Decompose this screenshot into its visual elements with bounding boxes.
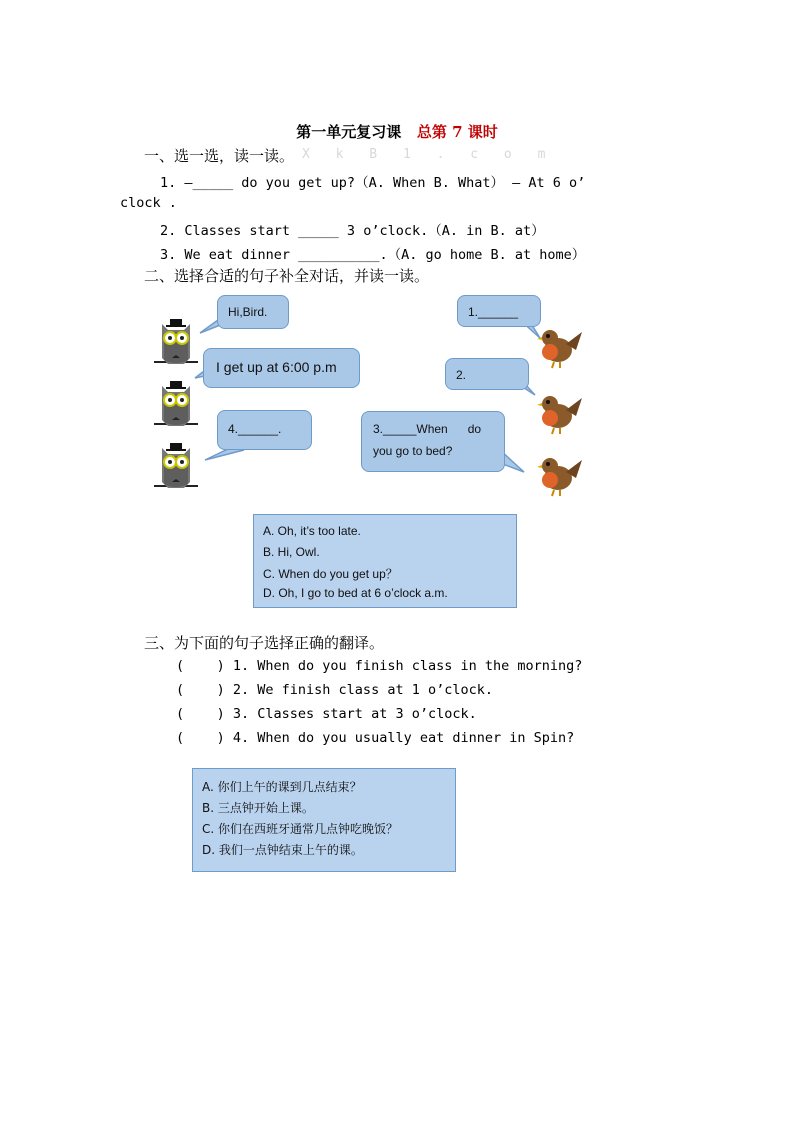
dialogue-option-b: B. Hi, Owl. bbox=[263, 545, 320, 559]
bird-bubble-3 bbox=[361, 411, 505, 472]
translation-option-a: A. 你们上午的课到几点结束？ bbox=[202, 780, 362, 794]
translation-item-1: ( ) 1. When do you finish class in the morning? bbox=[176, 658, 583, 674]
question-2: 2. Classes start _____ 3 o’clock.（A. in B. at） bbox=[160, 223, 545, 239]
translation-option-c: C. 你们在西班牙通常几点钟吃晚饭？ bbox=[202, 822, 399, 836]
dialogue-option-a: A. Oh, it’s too late. bbox=[263, 524, 361, 538]
dialogue-option-d: D. Oh, I go to bed at 6 o’clock a.m. bbox=[263, 586, 448, 600]
translation-item-2: ( ) 2. We finish class at 1 o’clock. bbox=[176, 682, 493, 698]
watermark: X k B 1 . c o m bbox=[302, 147, 555, 162]
translation-item-4: ( ) 4. When do you usually eat dinner in Spin? bbox=[176, 730, 575, 746]
owl-bubble-2 bbox=[203, 348, 360, 388]
question-3: 3. We eat dinner __________.（A. go home B. at home） bbox=[160, 247, 586, 263]
section1-heading: 一、选一选，读一读。 bbox=[144, 147, 295, 165]
translation-options-box bbox=[192, 768, 456, 872]
owl-bubble-3 bbox=[217, 410, 312, 450]
bird-bubble-2-text: 2. bbox=[456, 368, 467, 382]
owl-bubble-3-text: 4.______. bbox=[228, 422, 282, 436]
bird-bubble-1 bbox=[457, 295, 541, 327]
translation-option-b: B. 三点钟开始上课。 bbox=[202, 801, 314, 815]
title-main: 第一单元复习课 bbox=[296, 123, 402, 141]
bird-bubble-2 bbox=[445, 358, 529, 390]
question-1-line2: clock . bbox=[120, 195, 177, 211]
translation-item-3: ( ) 3. Classes start at 3 o’clock. bbox=[176, 706, 477, 722]
dialogue-options-box bbox=[253, 514, 517, 608]
dialogue-option-c: C. When do you get up？ bbox=[263, 567, 398, 581]
question-1-line1: 1. —_____ do you get up?（A. When B. What） — At 6 o’ bbox=[160, 175, 586, 191]
owl-bubble-1 bbox=[217, 295, 289, 329]
title-sub: 总第 7 课时 bbox=[416, 123, 498, 141]
owl-bubble-1-text: Hi,Bird. bbox=[228, 305, 268, 319]
translation-option-d: D. 我们一点钟结束上午的课。 bbox=[202, 843, 363, 857]
bird-bubble-3-line2: you go to bed? bbox=[373, 444, 453, 458]
bird-bubble-3-line1: 3._____When do bbox=[373, 422, 482, 436]
section2-heading: 二、选择合适的句子补全对话，并读一读。 bbox=[144, 267, 430, 285]
bird-bubble-1-text: 1.______ bbox=[468, 305, 519, 319]
section3-heading: 三、为下面的句子选择正确的翻译。 bbox=[144, 634, 385, 652]
owl-bubble-2-text: I get up at 6:00 p.m bbox=[216, 359, 337, 375]
